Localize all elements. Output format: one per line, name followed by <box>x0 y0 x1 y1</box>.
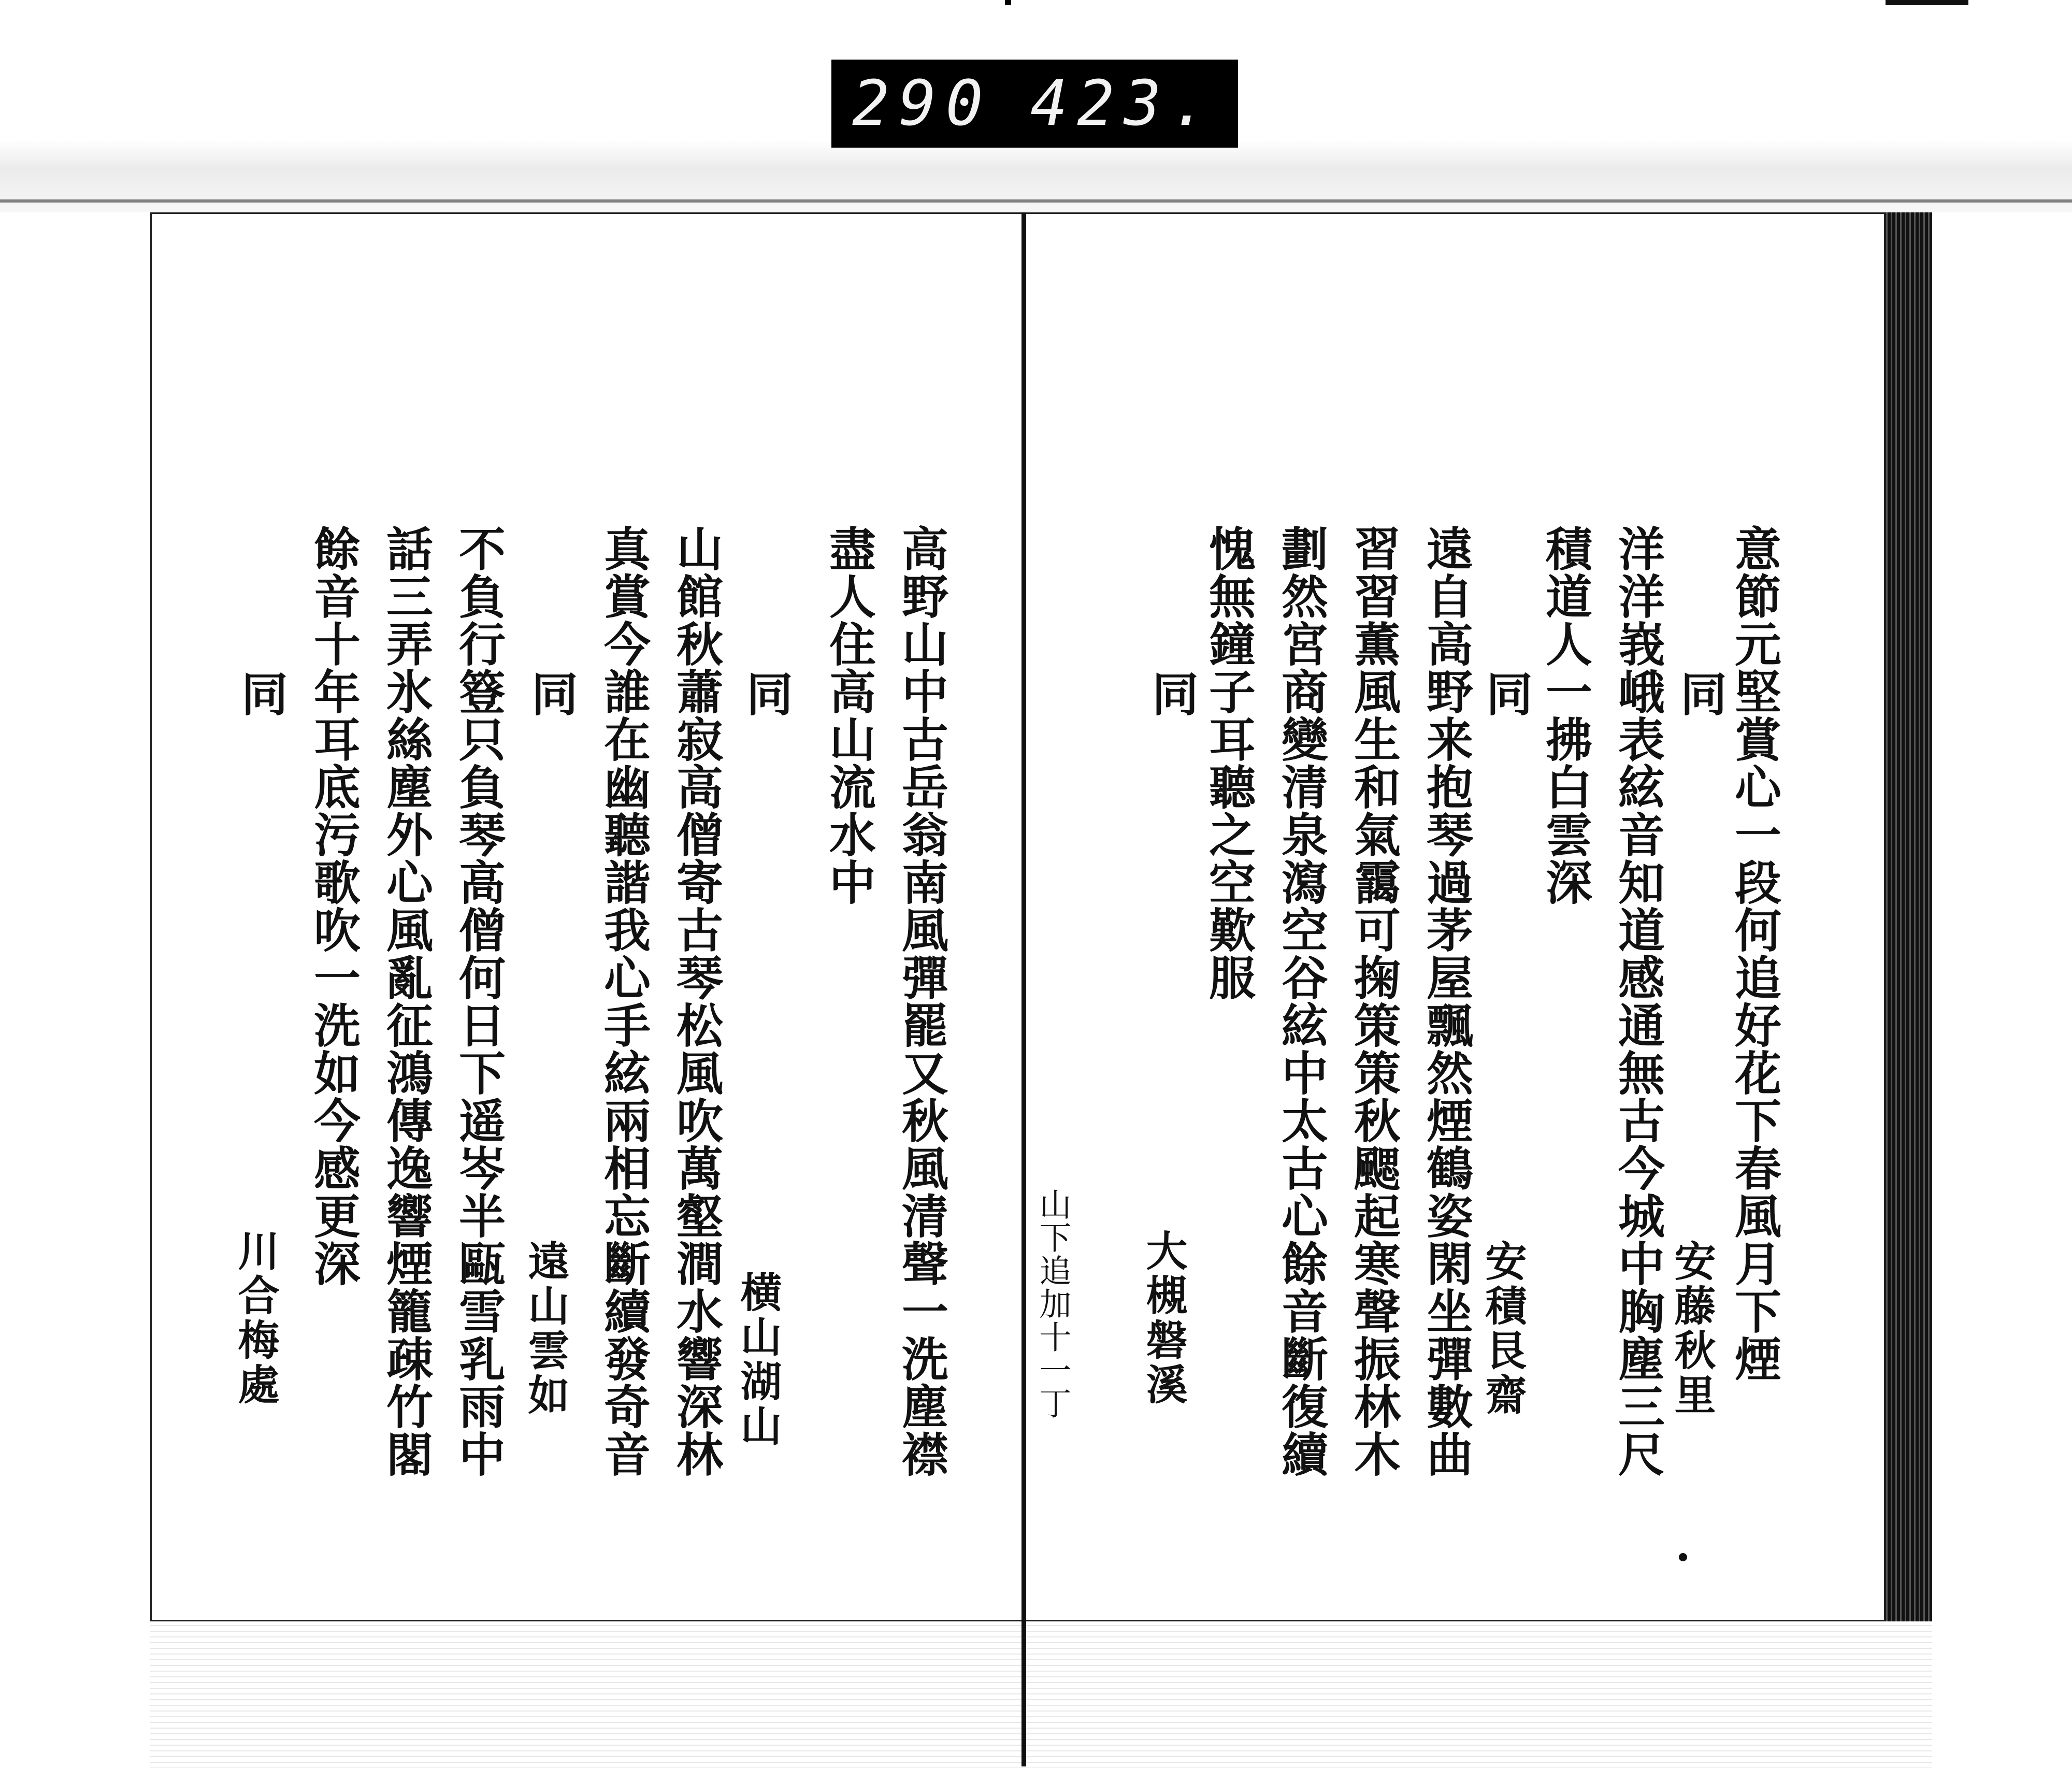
frame-number-label <box>831 60 1238 148</box>
poem-column: 不負行簦只負琴高僧何日下遥岑半甌雪乳雨中 <box>451 525 506 1478</box>
ink-spot <box>1679 1553 1687 1561</box>
author-name: 横山湖山 <box>733 1271 782 1449</box>
poem-column: 真賞今誰在幽聽諧我心手絃兩相忘斷續發奇音 <box>596 525 651 1478</box>
same-author-label: 同 <box>738 670 793 717</box>
poem-column: 盡人住高山流水中 <box>821 525 876 906</box>
book-spine <box>1021 212 1026 1766</box>
same-author-label: 同 <box>523 670 578 717</box>
scan-edge-line <box>0 199 2072 203</box>
author-name: 遠山雲如 <box>521 1240 570 1418</box>
page-stack-edge <box>1883 212 1932 1621</box>
poem-column: 餘音十年耳底污歌吹一洗如今感更深 <box>306 525 361 1287</box>
scan-corner-mark <box>1886 0 1968 5</box>
same-author-label: 同 <box>233 670 288 717</box>
poem-column: 習習薫風生和氣靄可掬策策秋颸起寒聲振林木 <box>1346 525 1401 1478</box>
same-author-label: 同 <box>1478 670 1533 717</box>
margin-note: 山下追加十一丁 <box>1034 1188 1072 1420</box>
author-name: 安藤秋里 <box>1667 1240 1716 1418</box>
poem-column: 劃然宮商變清泉瀉空谷絃中太古心餘音斷復續 <box>1273 525 1328 1478</box>
left-page <box>150 212 1026 1621</box>
poem-column: 意節元堅賞心一段何追好花下春風月下煙 <box>1726 525 1781 1383</box>
poem-column: 山館秋蕭寂高僧寄古琴松風吹萬壑澗水響深林 <box>668 525 723 1478</box>
poem-column: 話三弄氷絲塵外心風亂征鴻傳逸響煙籠疎竹閣 <box>378 525 433 1478</box>
author-name: 大槻磐溪 <box>1139 1229 1188 1407</box>
open-book <box>150 212 1937 1621</box>
scan-dot <box>1005 0 1011 5</box>
author-name: 安積艮齋 <box>1478 1240 1527 1418</box>
poem-column: 愧無鐘子耳聽之空歎服 <box>1201 525 1256 1001</box>
right-page <box>1025 212 1886 1621</box>
poem-column: 積道人一拂白雲深 <box>1537 525 1592 906</box>
poem-column: 高野山中古岳翁南風彈罷又秋風清聲一洗塵襟 <box>894 525 948 1478</box>
frame-number-left: 290 <box>852 67 992 140</box>
frame-number-right: 423. <box>1030 67 1217 140</box>
page-stack-bottom <box>150 1620 1932 1768</box>
author-name: 川合梅處 <box>231 1229 280 1407</box>
poem-column: 遠自高野来抱琴過茅屋飄然煙鶴姿閑坐彈數曲 <box>1418 525 1473 1478</box>
poem-column: 洋洋峩峨表絃音知道感通無古今城中胸塵三尺 <box>1610 525 1665 1478</box>
same-author-label: 同 <box>1672 670 1727 717</box>
same-author-label: 同 <box>1144 670 1199 717</box>
